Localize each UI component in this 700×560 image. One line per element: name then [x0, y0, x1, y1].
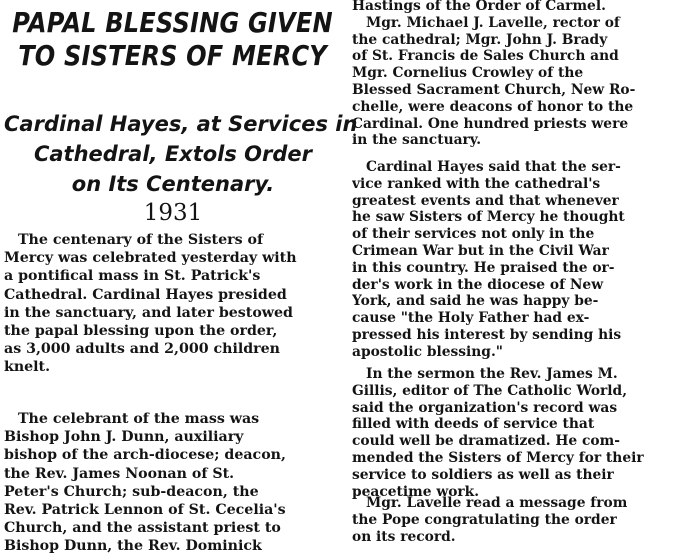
headline-line-2: TO SISTERS OF MERCY [18, 39, 327, 72]
text-line: as 3,000 adults and 2,000 children [4, 341, 280, 358]
article-paragraph-1 [4, 231, 342, 377]
text-line: Mgr. Michael J. Lavelle, rector of [366, 14, 620, 31]
text-line: Rev. Patrick Lennon of St. Cecelia's [4, 502, 286, 519]
text-line: in the sanctuary, and later bestowed [4, 304, 293, 321]
text-line: the cathedral; Mgr. John J. Brady [352, 31, 608, 48]
text-line: on its record. [352, 528, 456, 545]
text-line: the Pope congratulating the order [352, 511, 617, 528]
subheadline-line-1: Cardinal Hayes, at Services in [4, 112, 358, 136]
headline-line-1: PAPAL BLESSING GIVEN [12, 6, 333, 39]
article-paragraph-2 [4, 410, 342, 556]
text-line: knelt. [4, 359, 51, 376]
text-line: The celebrant of the mass was [18, 411, 260, 427]
text-line: Cardinal Hayes said that the ser- [366, 159, 621, 175]
text-line: der's work in the diocese of New [352, 276, 604, 293]
text-line: cause "the Holy Father had ex- [352, 310, 590, 327]
text-line: pressed his interest by sending his [352, 326, 622, 343]
subheadline-line-2: Cathedral, Extols Order [33, 142, 313, 166]
text-line: Cardinal. One hundred priests were [352, 115, 629, 132]
text-line: mended the Sisters of Mercy for their [352, 449, 644, 466]
text-line: of their services not only in the [352, 226, 595, 243]
left-column [4, 0, 358, 555]
subheadline-line-3: on Its Centenary. [71, 172, 275, 196]
article-paragraph-3 [352, 0, 694, 149]
article-paragraph-6 [352, 495, 694, 545]
text-line: apostolic blessing." [352, 343, 503, 360]
year-label: 1931 [143, 200, 203, 226]
text-line: chelle, were deacons of honor to the [352, 98, 634, 115]
text-line: York, and said he was happy be- [352, 293, 599, 310]
text-line: vice ranked with the cathedral's [352, 175, 601, 192]
text-line: of St. Francis de Sales Church and [352, 48, 619, 65]
text-line: Crimean War but in the Civil War [352, 242, 609, 259]
text-line: the papal blessing upon the order, [4, 323, 278, 340]
headline [4, 6, 341, 72]
text-line: greatest events and that whenever [352, 192, 619, 209]
text-line: filled with deeds of service that [352, 416, 595, 433]
article-paragraph-4 [352, 159, 694, 361]
subheadline [4, 109, 358, 199]
text-line: said the organization's record was [352, 399, 618, 416]
text-line: bishop of the arch-diocese; deacon, [4, 447, 286, 464]
text-line: Cathedral. Cardinal Hayes presided [4, 286, 287, 303]
text-line: In the sermon the Rev. James M. [366, 366, 618, 382]
text-line: Church, and the assistant priest to [4, 520, 281, 537]
text-line: Hastings of the Order of Carmel. [352, 0, 606, 14]
text-line: peacetime work. [352, 483, 480, 500]
text-line: Mgr. Lavelle read a message from [366, 495, 628, 511]
text-line: in the sanctuary. [352, 132, 482, 149]
text-line: could well be dramatized. He com- [352, 433, 620, 450]
text-line: Blessed Sacrament Church, New Ro- [352, 81, 636, 98]
text-line: the Rev. James Noonan of St. [4, 465, 235, 482]
text-line: Bishop John J. Dunn, auxiliary [4, 429, 244, 446]
text-line: a pontifical mass in St. Patrick's [4, 268, 261, 285]
text-line: he saw Sisters of Mercy he thought [352, 209, 625, 226]
article-paragraph-5 [352, 366, 694, 500]
text-line: Mgr. Cornelius Crowley of the [352, 65, 584, 82]
text-line: service to soldiers as well as their [352, 466, 614, 483]
text-line: The centenary of the Sisters of [18, 232, 264, 248]
text-line: Bishop Dunn, the Rev. Dominick [4, 538, 262, 555]
text-line: in this country. He praised the or- [352, 259, 615, 276]
text-line: Peter's Church; sub-deacon, the [4, 483, 259, 500]
text-line: Mercy was celebrated yesterday with [4, 250, 297, 267]
text-line: Gillis, editor of The Catholic World, [352, 382, 628, 399]
